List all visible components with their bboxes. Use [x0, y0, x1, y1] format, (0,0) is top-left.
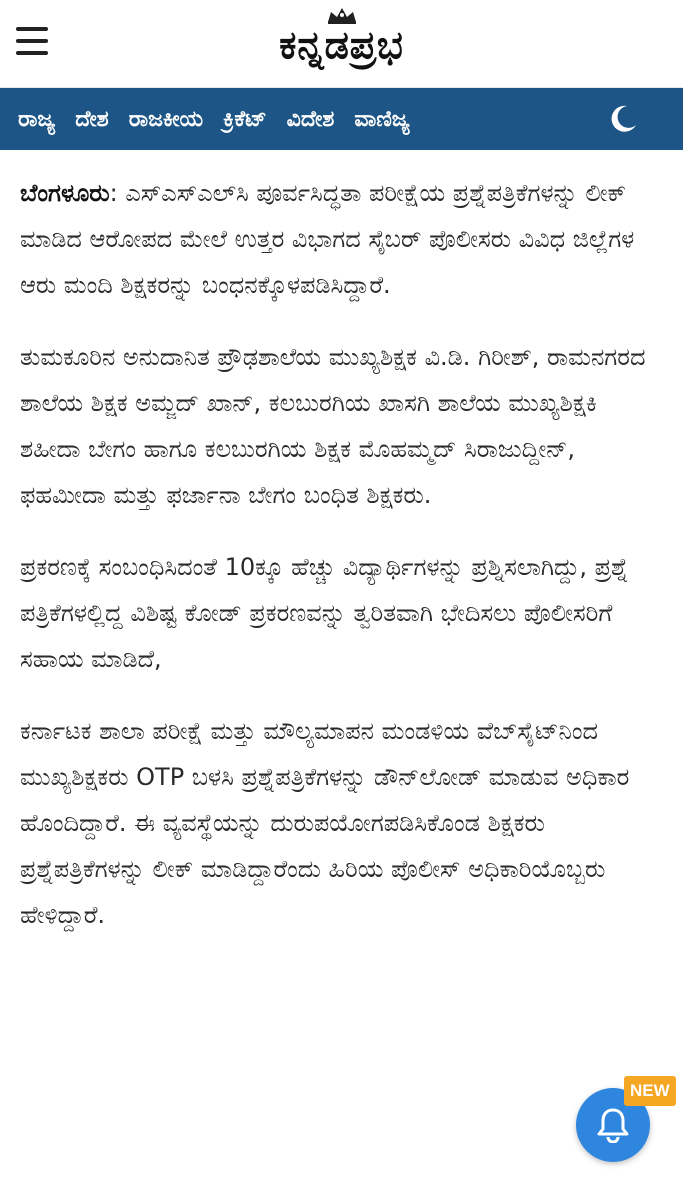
- category-nav: [0, 88, 683, 150]
- article-paragraph: [20, 170, 663, 308]
- dark-mode-moon-icon[interactable]: [607, 103, 639, 135]
- nav-item-state[interactable]: ರಾಜ್ಯ: [18, 106, 56, 132]
- site-logo[interactable]: [0, 6, 683, 68]
- logo-text: ಕನ್ನಡಪ್ರಭ: [279, 23, 404, 67]
- article-paragraph: ಪ್ರಕರಣಕ್ಕೆ ಸಂಬಂಧಿಸಿದಂತೆ 10ಕ್ಕೂ ಹೆಚ್ಚು ವಿದ್ಯಾರ್ಥಿಗಳನ್ನು ಪ್ರಶ್ನಿಸಲಾಗಿದ್ದು, ಪ್ರಶ್ನೆ ಪತ್ರಿಕೆಗಳಲ್ಲಿದ್ದ ವಿಶಿಷ್ಟ ಕೋಡ್ ಪ್ರಕರಣವನ್ನು ತ್ವರಿತವಾಗಿ ಭೇದಿಸಲು ಪೊಲೀಸರಿಗೆ ಸಹಾಯ ಮಾಡಿದೆ,: [20, 553, 629, 673]
- lead-text: : ಎಸ್‌ಎಸ್‌ಎಲ್‌ಸಿ ಪೂರ್ವಸಿದ್ಧತಾ ಪರೀಕ್ಷೆಯ ಪ್ರಶ್ನೆಪತ್ರಿಕೆಗಳನ್ನು ಲೀಕ್ ಮಾಡಿದ ಆರೋಪದ ಮೇಲೆ ಉತ್ತರ ವಿಭಾಗದ ಸೈಬರ್ ಪೊಲೀಸರು ವಿವಿಧ ಜಿಲ್ಲೆಗಳ ಆರು ಮಂದಿ ಶಿಕ್ಷಕರನ್ನು ಬಂಧನಕ್ಕೊಳಪಡಿಸಿದ್ದಾರೆ.: [20, 179, 635, 299]
- site-header: [0, 0, 683, 88]
- nav-item-politics[interactable]: ರಾಜಕೀಯ: [128, 106, 204, 132]
- notification-widget: [576, 1081, 670, 1166]
- nav-item-business[interactable]: ವಾಣಿಜ್ಯ: [354, 106, 410, 132]
- article-paragraph: ತುಮಕೂರಿನ ಅನುದಾನಿತ ಪ್ರೌಢಶಾಲೆಯ ಮುಖ್ಯಶಿಕ್ಷಕ ವಿ.ಡಿ. ಗಿರೀಶ್, ರಾಮನಗರದ ಶಾಲೆಯ ಶಿಕ್ಷಕ ಅಮ್ಜದ್ ಖಾನ್, ಕಲಬುರಗಿಯ ಖಾಸಗಿ ಶಾಲೆಯ ಮುಖ್ಯಶಿಕ್ಷಕಿ ಶಹೀದಾ ಬೇಗಂ ಹಾಗೂ ಕಲಬುರಗಿಯ ಶಿಕ್ಷಕ ಮೊಹಮ್ಮದ್ ಸಿರಾಜುದ್ದೀನ್, ಫಹಮೀದಾ ಮತ್ತು ಫರ್ಜಾನಾ ಬೇಗಂ ಬಂಧಿತ ಶಿಕ್ಷಕರು.: [20, 343, 646, 509]
- nav-item-cricket[interactable]: ಕ್ರಿಕೆಟ್: [223, 106, 267, 132]
- dateline-city: ಬೆಂಗಳೂರು: [20, 179, 110, 207]
- nav-item-nation[interactable]: ದೇಶ: [75, 106, 109, 132]
- nav-item-world[interactable]: ವಿದೇಶ: [286, 106, 335, 132]
- new-badge: NEW: [624, 1076, 676, 1106]
- article-paragraph: ಕರ್ನಾಟಕ ಶಾಲಾ ಪರೀಕ್ಷೆ ಮತ್ತು ಮೌಲ್ಯಮಾಪನ ಮಂಡಳಿಯ ವೆಬ್‌ಸೈಟ್‌ನಿಂದ ಮುಖ್ಯಶಿಕ್ಷಕರು OTP ಬಳಸಿ ಪ್ರಶ್ನೆಪತ್ರಿಕೆಗಳನ್ನು ಡೌನ್‌ಲೋಡ್ ಮಾಡುವ ಅಧಿಕಾರ ಹೊಂದಿದ್ದಾರೆ. ಈ ವ್ಯವಸ್ಥೆಯನ್ನು ದುರುಪಯೋಗಪಡಿಸಿಕೊಂಡ ಶಿಕ್ಷಕರು ಪ್ರಶ್ನೆಪತ್ರಿಕೆಗಳನ್ನು ಲೀಕ್ ಮಾಡಿದ್ದಾರೆಂದು ಹಿರಿಯ ಪೊಲೀಸ್ ಅಧಿಕಾರಿಯೊಬ್ಬರು ಹೇಳಿದ್ದಾರೆ.: [20, 717, 630, 929]
- article-body: [0, 150, 683, 938]
- bell-icon: [596, 1107, 630, 1143]
